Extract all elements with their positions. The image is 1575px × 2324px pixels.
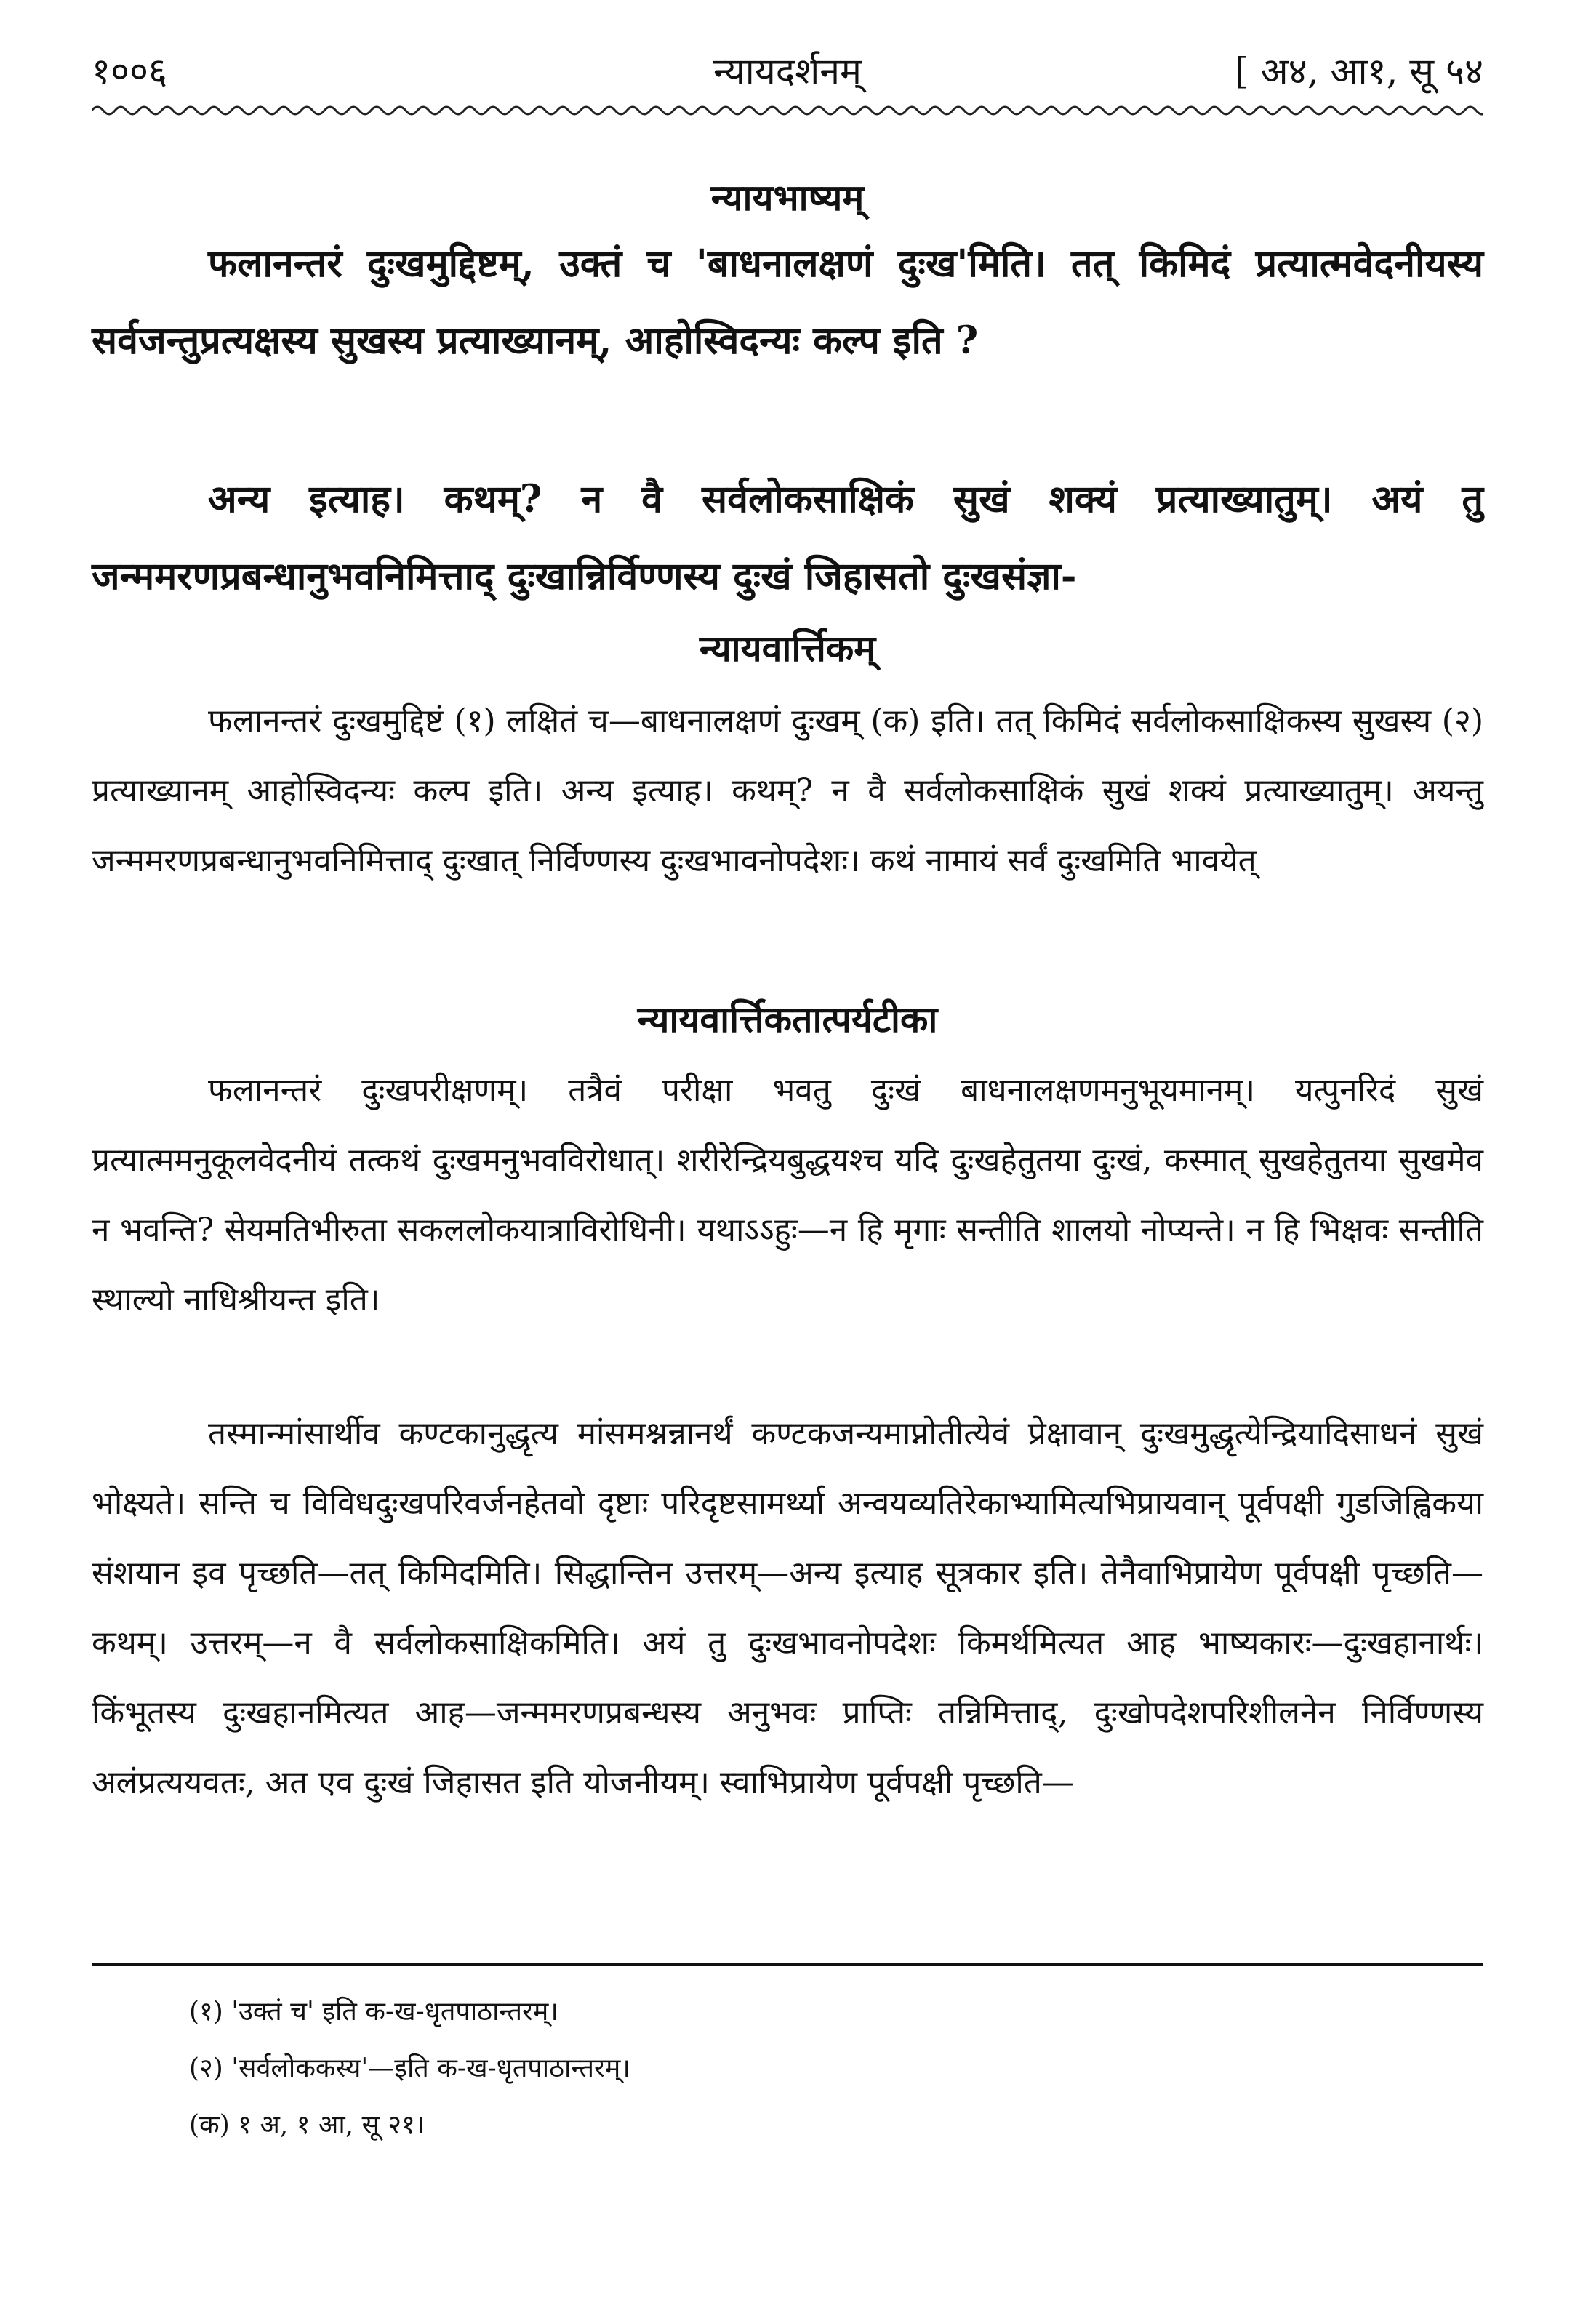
running-title: न्यायदर्शनम्	[713, 50, 862, 92]
section-heading-vartika: न्यायवार्त्तिकम्	[699, 627, 876, 670]
footnote-3: (क) १ अ, १ आ, सू २१।	[189, 2110, 425, 2140]
section-heading-tika: न्यायवार्त्तिकतात्पर्यटीका	[637, 998, 938, 1041]
section-reference: [ अ४, आ१, सू ५४	[1235, 50, 1483, 92]
running-head	[92, 45, 1483, 96]
tika-paragraph-1: फलानन्तरं दुःखपरीक्षणम्। तत्रैवं परीक्षा भवतु दुःखं बाधनालक्षणमनुभूयमानम्। यत्पुनरिदं सुखं प्रत्यात्ममनुकूलवेदनीयं तत्कथं दुःखमनुभवविरोधात्। शरीरेन्द्रियबुद्धयश्च यदि दुःखहेतुतया दुःखं, कस्मात् सुखहेतुतया सुखमेव न भवन्ति? सेयमतिभीरुता सकललोकयात्राविरोधिनी। यथाऽऽहुः—न हि मृगाः सन्तीति शालयो नोप्यन्ते। न हि भिक्षवः सन्तीति स्थाल्यो नाधिश्रीयन्त इति।	[92, 1072, 1483, 1318]
footnote-1: (१) 'उक्तं च' इति क-ख-धृतपाठान्तरम्।	[189, 1997, 558, 2027]
footnote-2: (२) 'सर्वलोककस्य'—इति क-ख-धृतपाठान्तरम्।	[189, 2053, 630, 2083]
page-number: १००६	[92, 50, 167, 92]
bhashya-paragraph-2: अन्य इत्याह। कथम्? न वै सर्वलोकसाक्षिकं सुखं शक्यं प्रत्याख्यातुम्। अयं तु जन्ममरणप्रबन्धानुभवनिमित्ताद् दुःखान्निर्विण्णस्य दुःखं जिहासतो दुःखसंज्ञा-	[92, 477, 1483, 598]
footnotes	[189, 1984, 1425, 2154]
wavy-rule	[92, 102, 1483, 119]
bhashya-paragraph-1: फलानन्तरं दुःखमुद्दिष्टम्, उक्तं च 'बाधनालक्षणं दुःख'मिति। तत् किमिदं प्रत्यात्मवेदनीयस्य सर्वजन्तुप्रत्यक्षस्य सुखस्य प्रत्याख्यानम्, आहोस्विदन्यः कल्प इति ?	[92, 241, 1483, 363]
tika-paragraph-2: तस्मान्मांसार्थीव कण्टकानुद्धृत्य मांसमश्नन्नानर्थं कण्टकजन्यमाप्नोतीत्येवं प्रेक्षावान् दुःखमुद्धृत्येन्द्रियादिसाधनं सुखं भोक्ष्यते। सन्ति च विविधदुःखपरिवर्जनहेतवो दृष्टाः परिदृष्टसामर्थ्या अन्वयव्यतिरेकाभ्यामित्यभिप्रायवान् पूर्वपक्षी गुडजिह्विकया संशयान इव पृच्छति—तत् किमिदमिति। सिद्धान्तिन उत्तरम्—अन्य इत्याह सूत्रकार इति। तेनैवाभिप्रायेण पूर्वपक्षी पृच्छति—कथम्। उत्तरम्—न वै सर्वलोकसाक्षिकमिति। अयं तु दुःखभावनोपदेशः किमर्थमित्यत आह भाष्यकारः—दुःखहानार्थः। किंभूतस्य दुःखहानमित्यत आह—जन्ममरणप्रबन्धस्य अनुभवः प्राप्तिः तन्निमित्ताद्, दुःखोपदेशपरिशीलनेन निर्विण्णस्य अलंप्रत्ययवतः, अत एव दुःखं जिहासत इति योजनीयम्। स्वाभिप्रायेण पूर्वपक्षी पृच्छति—	[92, 1415, 1483, 1801]
vartika-paragraph-1: फलानन्तरं दुःखमुद्दिष्टं (१) लक्षितं च—बाधनालक्षणं दुःखम् (क) इति। तत् किमिदं सर्वलोकसाक्षिकस्य सुखस्य (२) प्रत्याख्यानम् आहोस्विदन्यः कल्प इति। अन्य इत्याह। कथम्? न वै सर्वलोकसाक्षिकं सुखं शक्यं प्रत्याख्यातुम्। अयन्तु जन्ममरणप्रबन्धानुभवनिमित्ताद् दुःखात् निर्विण्णस्य दुःखभावनोपदेशः। कथं नामायं सर्वं दुःखमिति भावयेत्	[92, 702, 1483, 879]
section-heading-bhashya: न्यायभाष्यम्	[710, 176, 865, 219]
footnote-rule	[92, 1963, 1483, 1966]
